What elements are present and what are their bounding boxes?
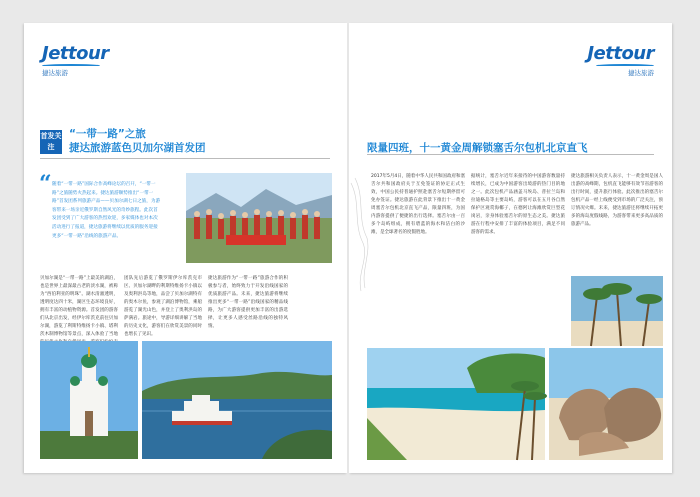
left-col-1: 贝加尔湖是“一带一路”上最美的湖泊，也是世界上最深最古老的淡水湖，被称为“西伯利亚的明珠”。湖水清澈透明，透明度达四十米，湖区生态环境良好，拥有丰富的动植物资源。首发团的游客们从北京出发，经伊尔库茨克前往贝加尔湖，游览了利斯特维扬卡小镇、塔利茨木制博物馆等景点，深入体验了当地 — [40, 276, 118, 337]
palm-trees-photo — [571, 276, 663, 346]
quote-mark-icon: “ — [39, 171, 52, 197]
brand-subtitle-right: 捷达旅游 — [628, 69, 654, 77]
headline-line2: 捷达旅游蓝色贝加尔湖首发团 — [69, 142, 206, 154]
logo-swoosh — [42, 64, 100, 67]
article-headline-right: 限量四班，十一黄金周解锁塞舌尔包机北京直飞 — [367, 142, 588, 154]
decorative-lineart — [349, 173, 371, 293]
headline-line1: “一带一路”之旅 — [69, 128, 146, 140]
brand-logo-right — [587, 45, 654, 77]
logo-swoosh-right — [596, 64, 654, 67]
headline-rule — [40, 158, 330, 159]
beach-photo — [367, 348, 545, 460]
brand-subtitle: 捷达旅游 — [42, 69, 68, 77]
left-col-3: 捷达旅游作为“一带一路”旅游合作的积极参与者，始终致力于开发沿线国家的优质旅游产品。未来，捷达旅游将继续推出更多“一带一路”沿线国家的精品线路，为广大游客提供更加丰富的出游选择，让更多人感受丝路沿线的独特风情。 — [208, 276, 288, 329]
left-page — [24, 23, 347, 473]
right-col-1: 2017年5月4日，随着中华人民共和国政府和塞舌尔共和国政府关于互免签证的协定正式生效，中国公民持普通护照赴塞舌尔短期停留可免办签证。捷达旅游在此背景下推出十一黄金周塞舌尔包机北京直飞产品，限量四班，为国内游客提供了便捷的出行选择。塞舌尔由一百多个岛屿组成，拥有碧蓝的海水和洁白的沙滩，是全球著名的度假胜地。 — [371, 174, 465, 235]
brand-name-right: Jettour — [587, 43, 654, 64]
intro-quote: 随着“一带一路”国际合作高峰论坛的召开，“一带一路”之旅随势火热起来。捷达旅游顺势推出“一带一路”首发团系列旅游产品——贝加尔湖七日之旅，为游客带来一场亲近俄罗斯自然风光的奇妙旅程。此次首发团受到了广大游客的热烈欢迎，多家媒体也对本次活动进行了报道，捷达旅游将继续以优质的服务迎接更多“一带一路”沿线的旅游产品。 — [52, 182, 161, 239]
right-col-2: 据统计，塞舌尔近年来接待的中国游客数量持续增长，已成为中国游客出境游的热门目的地之一。此次包机产品涵盖马埃岛、普拉兰岛和拉迪格岛等主要岛屿，游客可以在五月谷自然保护区观赏海椰子，在德阿让海滩欣赏巨型花岗岩，亲身体验塞舌尔的原生态之美。捷达旅游在行程中安排了丰富的体验项目，满足不同游客的需求。 — [471, 174, 565, 235]
church-photo — [40, 341, 138, 459]
brand-name: Jettour — [42, 43, 109, 64]
left-col-2: 团队先后游览了俄罗斯伊尔库茨克市区、贝加尔湖畔的利斯特维扬卡小镇以及奥利洪岛等地，品尝了贝加尔湖特有的奥木尔鱼，参观了湖泊博物馆，乘船游览了湖光山色，并登上了奥利洪岛的萨满岩。旅途中，导游详细讲解了当地的历史文化，游客们在欣赏美景的同时也增长了见识。 — [124, 276, 202, 337]
right-page — [349, 23, 672, 473]
section-tag: 首发关注 — [40, 130, 62, 154]
article-headline — [69, 128, 206, 155]
right-col-3: 捷达旅游相关负责人表示，十一黄金周是国人出游的高峰期，包机直飞能够有效节省游客的出行时间，提升旅行体验。此次推出的塞舌尔包机产品一经上线便受到市场的广泛关注，预订情况火爆。未来，捷达旅游还将继续开拓更多的海岛度假线路，为游客带来更多高品质的旅游产品。 — [571, 174, 663, 227]
brand-logo — [42, 45, 109, 77]
group-photo — [186, 173, 332, 263]
lake-boat-photo — [142, 341, 332, 459]
boulders-photo — [549, 348, 663, 460]
headline-rule-right — [367, 154, 654, 155]
